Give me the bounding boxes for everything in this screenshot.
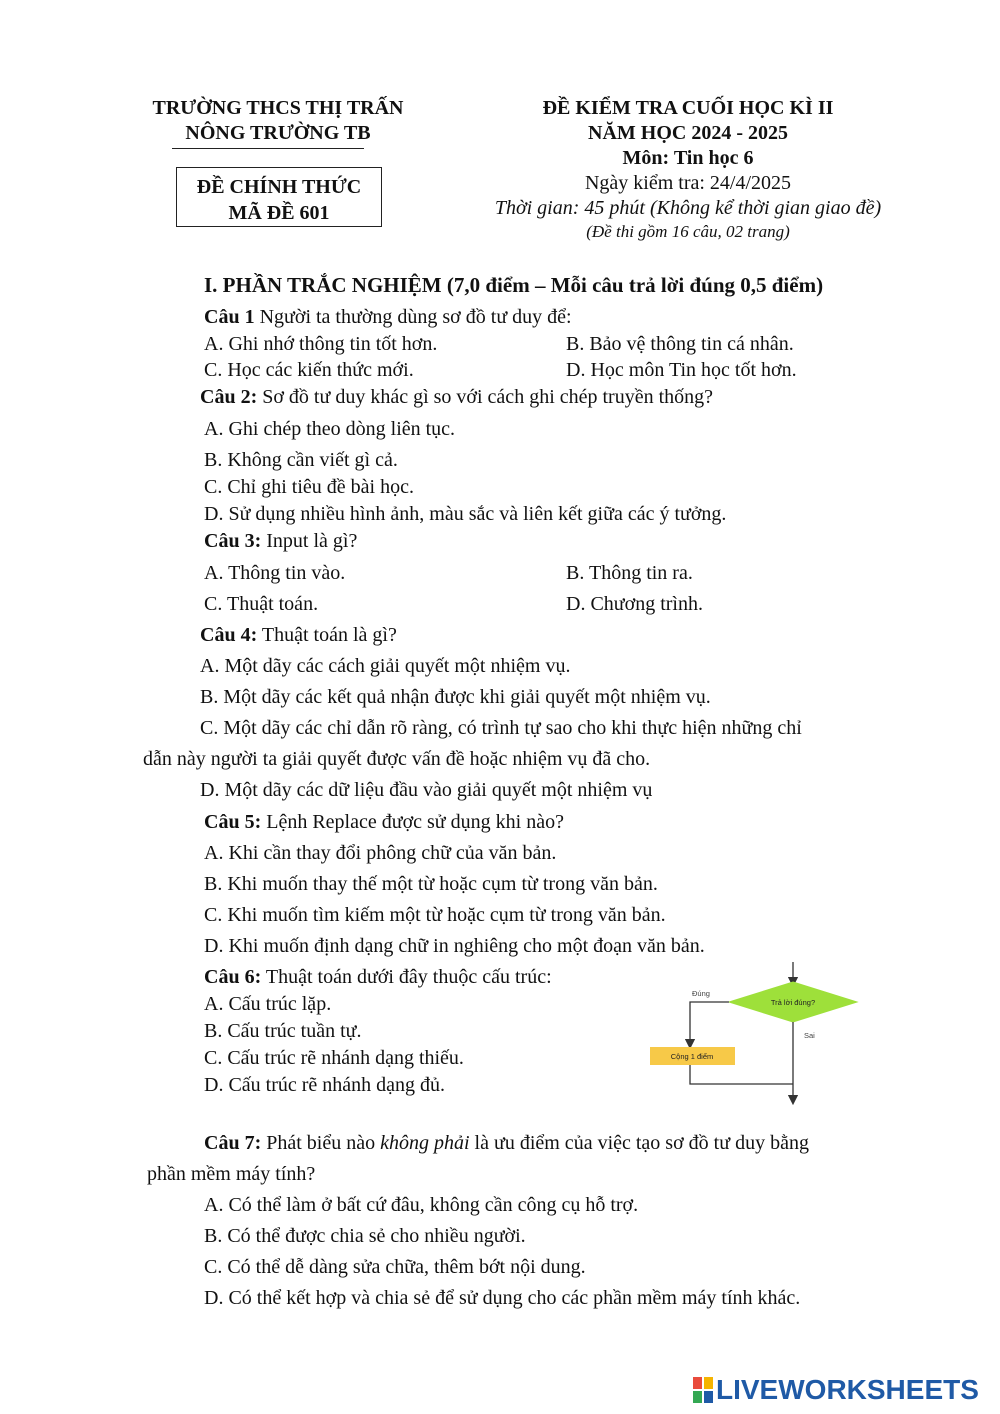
- q4-option-d: D. Một dãy các dữ liệu đầu vào giải quyết một nhiệm vụ: [200, 779, 653, 801]
- q5-option-d: D. Khi muốn định dạng chữ in nghiêng cho một đoạn văn bản.: [204, 935, 705, 957]
- official-exam-box: [176, 167, 382, 227]
- question-label: Câu 4:: [200, 624, 258, 646]
- question-label: Câu 6:: [204, 966, 262, 988]
- q1-option-a: A. Ghi nhớ thông tin tốt hơn.: [204, 333, 438, 355]
- q7-option-d: D. Có thể kết hợp và chia sẻ để sử dụng cho các phần mềm máy tính khác.: [204, 1287, 801, 1309]
- q4-option-a: A. Một dãy các cách giải quyết một nhiệm vụ.: [200, 655, 571, 677]
- q7-option-c: C. Có thể dễ dàng sửa chữa, thêm bớt nội dung.: [204, 1256, 586, 1278]
- q6-option-c: C. Cấu trúc rẽ nhánh dạng thiếu.: [204, 1047, 464, 1069]
- question-1: [204, 304, 572, 330]
- question-text-emphasis: không phải: [380, 1132, 470, 1154]
- q6-option-b: B. Cấu trúc tuần tự.: [204, 1020, 362, 1042]
- q3-option-c: C. Thuật toán.: [204, 593, 319, 615]
- no-label: Sai: [804, 1031, 815, 1040]
- school-name: [118, 96, 438, 146]
- question-text: Lệnh Replace được sử dụng khi nào?: [261, 811, 564, 833]
- q1-option-d: D. Học môn Tin học tốt hơn.: [566, 359, 797, 381]
- exam-title: ĐỀ KIỂM TRA CUỐI HỌC KÌ II: [542, 97, 834, 119]
- question-5: [204, 809, 564, 835]
- question-label: Câu 7:: [204, 1132, 262, 1154]
- question-4: [200, 622, 397, 648]
- yes-branch-line: [690, 1002, 729, 1044]
- subject: Môn: Tin học 6: [622, 147, 754, 169]
- q1-option-b: B. Bảo vệ thông tin cá nhân.: [566, 333, 794, 355]
- question-text: Input là gì?: [261, 530, 358, 552]
- decision-label: Trả lời đúng?: [770, 998, 816, 1007]
- section-title: I. PHẦN TRẮC NGHIỆM (7,0 điểm – Mỗi câu trả lời đúng 0,5 điểm): [204, 273, 824, 297]
- yes-merge-line: [690, 1065, 793, 1084]
- q5-option-b: B. Khi muốn thay thế một từ hoặc cụm từ trong văn bản.: [204, 873, 658, 895]
- exam-date: Ngày kiểm tra: 24/4/2025: [584, 172, 792, 194]
- question-label: Câu 2:: [200, 386, 258, 408]
- action-label: Cộng 1 điểm: [670, 1052, 714, 1061]
- q2-option-c: C. Chỉ ghi tiêu đề bài học.: [204, 476, 414, 498]
- q4-option-c-line1: C. Một dãy các chỉ dẫn rõ ràng, có trình tự sao cho khi thực hiện những chỉ: [200, 717, 802, 739]
- q5-option-a: A. Khi cần thay đổi phông chữ của văn bản.: [204, 842, 557, 864]
- q3-option-b: B. Thông tin ra.: [566, 562, 693, 584]
- q2-option-b: B. Không cần viết gì cả.: [204, 449, 398, 471]
- official-line1: ĐỀ CHÍNH THỨC: [196, 176, 362, 198]
- q5-option-c: C. Khi muốn tìm kiếm một từ hoặc cụm từ trong văn bản.: [204, 904, 666, 926]
- question-7: [204, 1130, 809, 1156]
- question-text-part2: là ưu điểm của việc tạo sơ đồ tư duy bằng: [469, 1132, 809, 1154]
- question-text: Thuật toán là gì?: [257, 624, 397, 646]
- q2-option-a: A. Ghi chép theo dòng liên tục.: [204, 418, 456, 440]
- question-text-part1: Phát biểu nào: [261, 1132, 381, 1154]
- question-text: Sơ đồ tư duy khác gì so với cách ghi chép truyền thống?: [257, 386, 714, 408]
- exam-time: Thời gian: 45 phút (Không kể thời gian giao đề): [494, 197, 882, 219]
- question-2: [200, 384, 713, 410]
- school-line2: NÔNG TRƯỜNG TB: [185, 122, 371, 144]
- q1-option-c: C. Học các kiến thức mới.: [204, 359, 414, 381]
- q2-option-d: D. Sử dụng nhiều hình ảnh, màu sắc và liên kết giữa các ý tưởng.: [204, 503, 727, 525]
- q3-option-a: A. Thông tin vào.: [204, 562, 346, 584]
- q7-option-b: B. Có thể được chia sẻ cho nhiều người.: [204, 1225, 526, 1247]
- question-3: [204, 528, 357, 554]
- question-label: Câu 3:: [204, 530, 262, 552]
- school-line1: TRƯỜNG THCS THỊ TRẤN: [152, 97, 404, 119]
- liveworksheets-logo-icon: [692, 1376, 714, 1404]
- liveworksheets-brand: LIVEWORKSHEETS: [716, 1374, 979, 1405]
- question-text: Người ta thường dùng sơ đồ tư duy để:: [254, 306, 572, 328]
- q3-option-d: D. Chương trình.: [566, 593, 703, 615]
- pages-note: (Đề thi gồm 16 câu, 02 trang): [586, 222, 790, 241]
- official-line2: MÃ ĐỀ 601: [228, 202, 330, 224]
- exam-header: [468, 96, 908, 243]
- q7-option-a: A. Có thể làm ở bất cứ đâu, không cần công cụ hỗ trợ.: [204, 1194, 639, 1216]
- question-6: [204, 964, 552, 990]
- q6-option-a: A. Cấu trúc lặp.: [204, 993, 332, 1015]
- q6-option-d: D. Cấu trúc rẽ nhánh dạng đủ.: [204, 1074, 446, 1096]
- flowchart: [640, 958, 880, 1106]
- school-underline: [172, 148, 364, 149]
- school-year: NĂM HỌC 2024 - 2025: [588, 122, 788, 144]
- question-label: Câu 1: [204, 306, 255, 328]
- question-label: Câu 5:: [204, 811, 262, 833]
- question-7-line2: phần mềm máy tính?: [147, 1163, 316, 1185]
- yes-label: Đúng: [692, 989, 710, 998]
- question-text: Thuật toán dưới đây thuộc cấu trúc:: [261, 966, 552, 988]
- liveworksheets-logo: [692, 1373, 979, 1407]
- q4-option-b: B. Một dãy các kết quả nhận được khi giải quyết một nhiệm vụ.: [200, 686, 711, 708]
- q4-option-c-line2: dẫn này người ta giải quyết được vấn đề hoặc nhiệm vụ đã cho.: [143, 748, 651, 770]
